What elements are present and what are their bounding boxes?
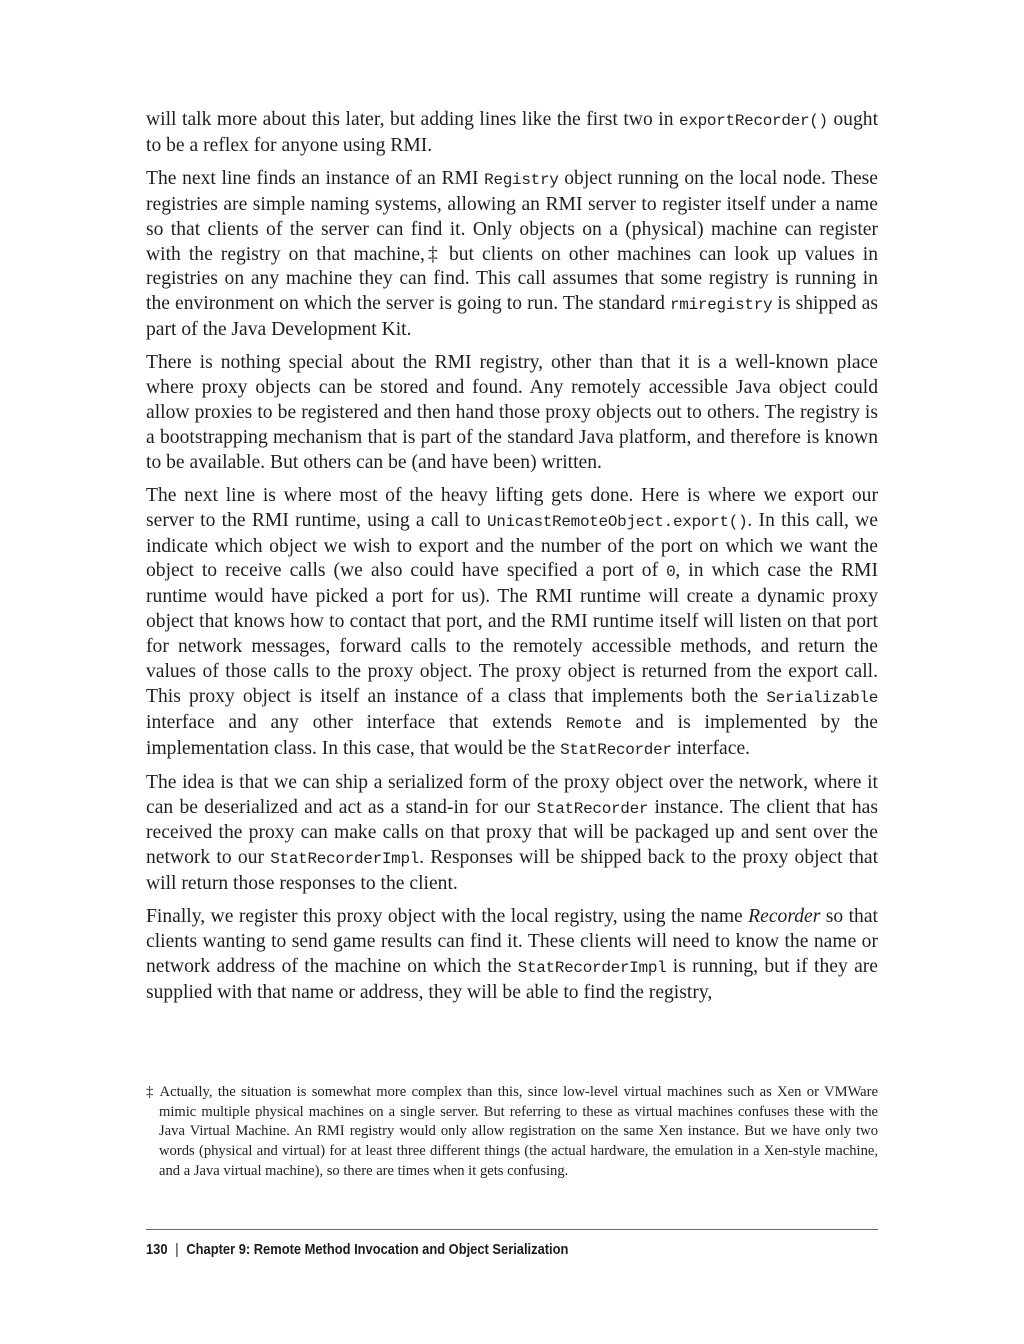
page-footer xyxy=(146,1241,568,1258)
page-body xyxy=(146,108,878,1014)
text-run: The next line is where most of the heavy lifting gets done. Here is where we export our server to the RMI runtime, using a call to xyxy=(146,484,878,531)
text-run: interface. xyxy=(671,737,751,759)
inline-code: StatRecorderImpl xyxy=(270,850,420,869)
body-paragraph xyxy=(146,167,878,343)
text-run: interface and any other interface that extends xyxy=(146,711,566,733)
inline-code: StatRecorder xyxy=(560,740,672,759)
text-run: instance. The client that has received the proxy can make calls on that proxy that will be packaged up and sent over the network to our xyxy=(146,796,878,869)
inline-code: StatRecorder xyxy=(536,799,649,818)
text-run: so that clients wanting to send game results can find it. These clients will need to know the name or network address of the machine on which the xyxy=(146,906,878,977)
inline-code: 0 xyxy=(666,563,676,582)
inline-code: Registry xyxy=(484,170,559,189)
footer-separator: | xyxy=(175,1241,179,1258)
text-run: Finally, we register this proxy object with the local registry, using the name xyxy=(146,906,749,928)
body-paragraph xyxy=(146,905,878,1006)
text-run: is running, but if they are supplied with that name or address, they will be able to find the registry, xyxy=(146,956,878,1003)
text-run: . In this call, we indicate which object we wish to export and the number of the port on which we want the object to receive calls (we also could have specified a port of xyxy=(146,509,878,582)
text-run: The next line finds an instance of an RMI xyxy=(146,167,485,189)
italic-term: Recorder xyxy=(748,906,821,928)
inline-code: StatRecorderImpl xyxy=(517,959,667,977)
body-paragraph xyxy=(146,484,878,763)
text-run: The idea is that we can ship a serialized form of the proxy object over the network, where it can be deserialized and act as a stand-in for our xyxy=(146,771,878,818)
inline-code: exportRecorder() xyxy=(679,112,828,130)
text-run: There is nothing special about the RMI registry, other than that it is a well-known place where proxy objects can be stored and found. Any remotely accessible Java object could allow proxies to be registered and then hand those proxy objects out to others. The registry is a bootstrapping mechanism that is part of the standard Java platform, and therefore is known to be available. But others can be (and have been) written. xyxy=(146,352,878,473)
text-run: . Responses will be shipped back to the proxy object that will return those responses to the client. xyxy=(146,847,879,895)
footnote: ‡ Actually, the situation is somewhat more complex than this, since low-level virtual machines such as Xen or VMWare mimic multiple physical machines on a single server. But referring to these as virtual machines confuses these with the Java Virtual Machine. An RMI registry would only allow registration on the same Xen instance. But we have only two words (physical and virtual) for at least three different things (the actual hardware, the emulation in a Xen-style machine, and a Java virtual machine), so there are times when it gets confusing. xyxy=(146,1084,878,1179)
text-run: is shipped as part of the Java Development Kit. xyxy=(146,293,878,341)
inline-code: UnicastRemoteObject.export() xyxy=(486,512,748,531)
body-paragraph xyxy=(146,771,878,898)
text-run: object running on the local node. These registries are simple naming systems, allowing an RMI server to register itself under a name so that clients of the server can find it. Only objects on a (physical) machine can register with the registry on that machine,‡ but clients on other machines can look up values in registries on any machine they can find. This call assumes that some registry is running in the environment on which the server is going to run. The standard xyxy=(146,167,878,315)
footer-rule xyxy=(146,1229,878,1230)
body-paragraph xyxy=(146,108,878,159)
text-run: ought to be a reflex for anyone using RMI. xyxy=(146,109,879,156)
inline-code: Remote xyxy=(565,714,622,733)
page-number: 130 xyxy=(146,1241,168,1258)
text-run: , in which case the RMI runtime would have picked a port for us). The RMI runtime will create a dynamic proxy object that knows how to contact that port, and the RMI runtime itself will listen on that port for network messages, forward calls to the remotely accessible methods, and return the values of those calls to the proxy object. The proxy object is returned from the export call. This proxy object is itself an instance of a class that implements both the xyxy=(146,560,878,707)
body-paragraph xyxy=(146,351,878,476)
text-run: and is implemented by the implementation class. In this case, that would be the xyxy=(146,711,879,759)
chapter-title: Chapter 9: Remote Method Invocation and Object Serialization xyxy=(186,1241,569,1258)
inline-code: Serializable xyxy=(766,688,878,707)
inline-code: rmiregistry xyxy=(670,296,773,315)
text-run: will talk more about this later, but adding lines like the first two in xyxy=(146,109,680,130)
